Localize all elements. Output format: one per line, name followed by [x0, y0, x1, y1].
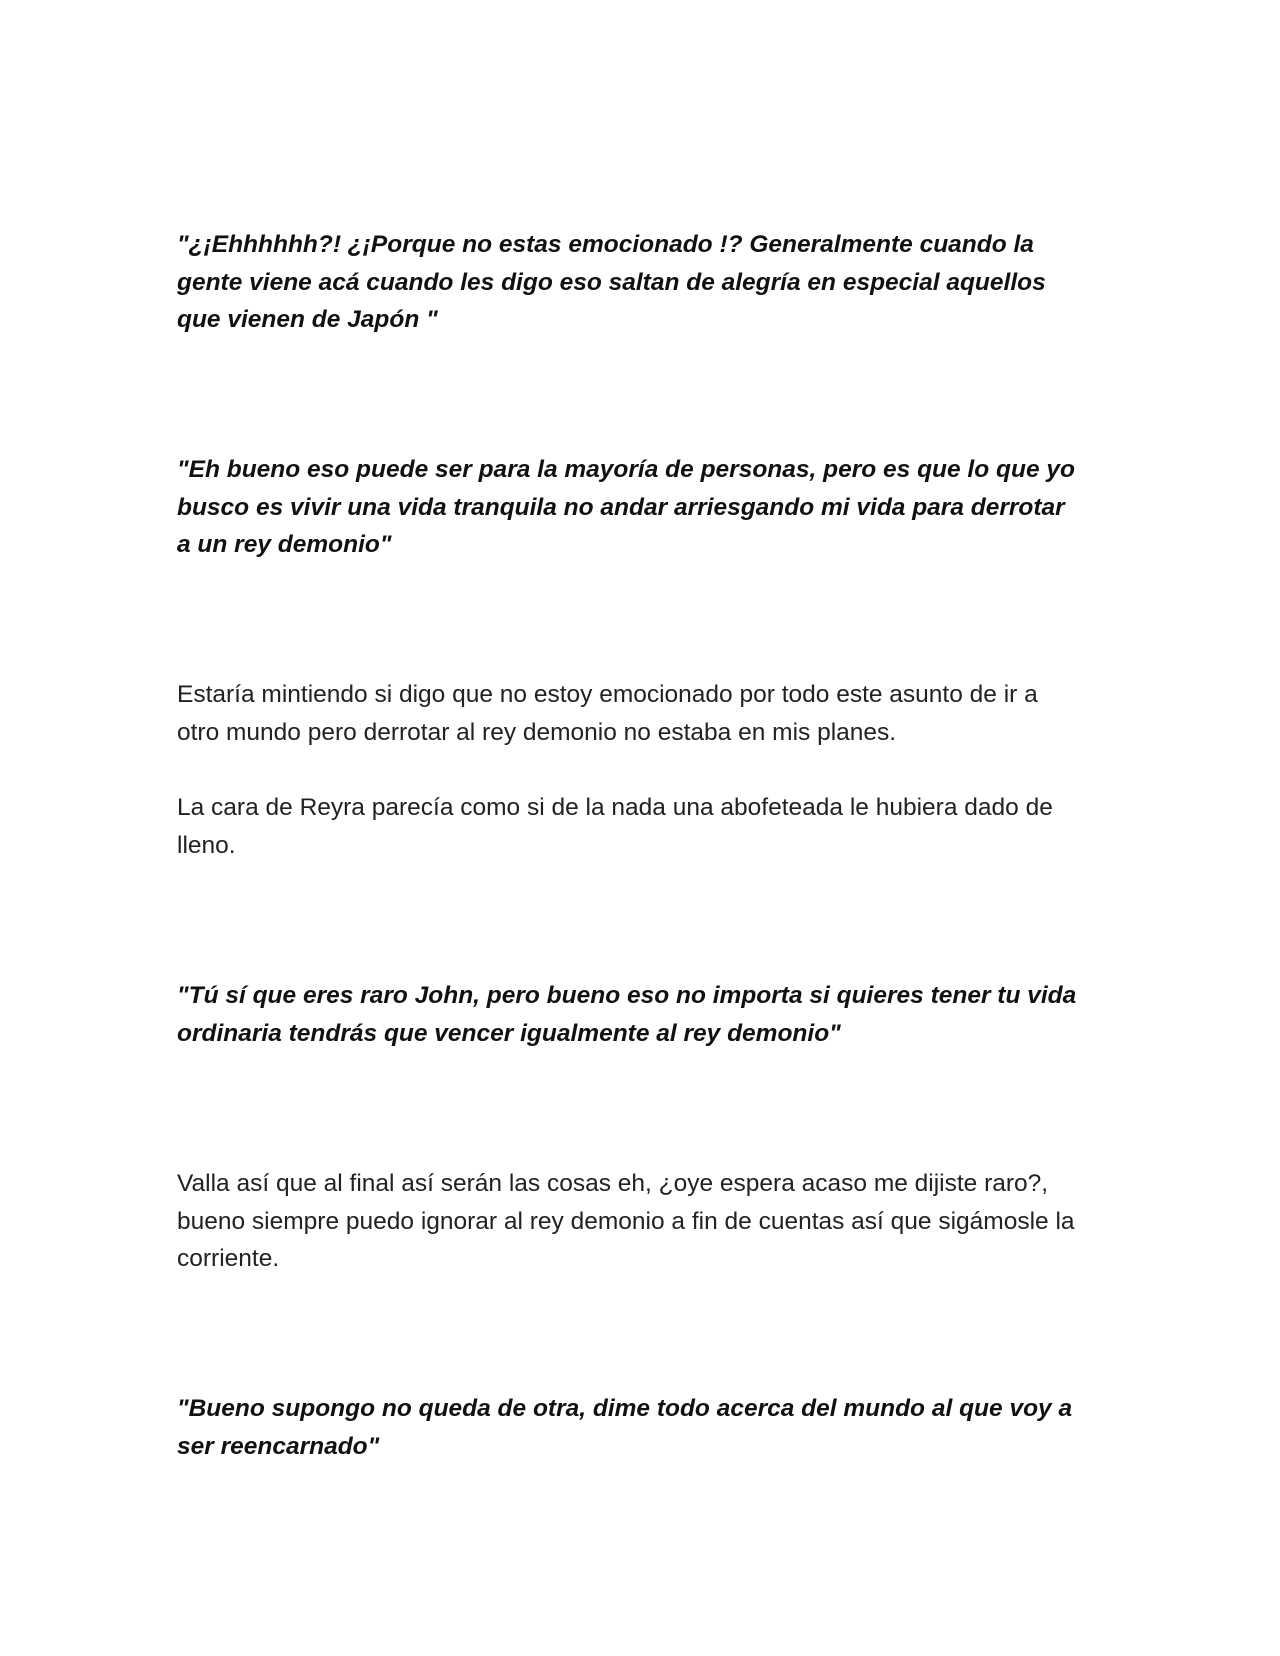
dialogue-paragraph: "¿¡Ehhhhhh?! ¿¡Porque no estas emocionado !? Generalmente cuando la gente viene acá cuando les digo eso saltan de alegría en especial aquellos que vienen de Japón "	[177, 231, 1046, 333]
dialogue-paragraph: "Bueno supongo no queda de otra, dime todo acerca del mundo al que voy a ser reencarnado"	[177, 1395, 1073, 1460]
dialogue-paragraph: "Tú sí que eres raro John, pero bueno eso no importa si quieres tener tu vida ordinaria tendrás que vencer igualmente al rey demonio"	[177, 982, 1077, 1047]
narration-paragraph: Estaría mintiendo si digo que no estoy emocionado por todo este asunto de ir a otro mundo pero derrotar al rey demonio no estaba en mis planes.	[177, 681, 1038, 746]
narration-paragraph: La cara de Reyra parecía como si de la nada una abofeteada le hubiera dado de lleno.	[177, 794, 1053, 859]
dialogue-paragraph: "Eh bueno eso puede ser para la mayoría de personas, pero es que lo que yo busco es vivir una vida tranquila no andar arriesgando mi vida para derrotar a un rey demonio"	[177, 456, 1075, 558]
narration-paragraph: Valla así que al final así serán las cosas eh, ¿oye espera acaso me dijiste raro?, bueno siempre puedo ignorar al rey demonio a fin de cuentas así que sigámosle la corriente.	[177, 1170, 1075, 1272]
